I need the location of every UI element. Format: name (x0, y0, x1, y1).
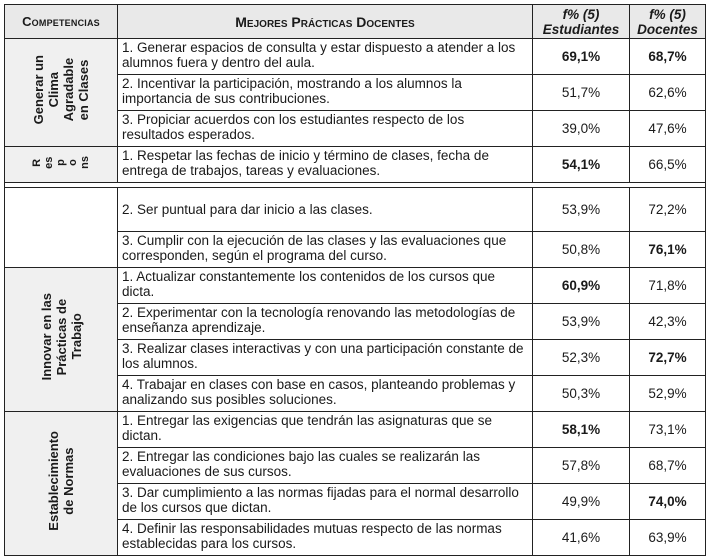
group-clima (5, 39, 118, 147)
table-row (5, 268, 706, 304)
practice-cell: 1. Entregar las exigencias que tendrán las asignaturas que se dictan. (118, 412, 533, 448)
header-competencias: Competencias (5, 5, 118, 39)
estudiantes-value: 39,0% (533, 111, 630, 147)
estudiantes-value: 58,1% (533, 412, 630, 448)
practice-cell: 3. Propiciar acuerdos con los estudiantes respecto de los resultados esperados. (118, 111, 533, 147)
group-normas (5, 412, 118, 556)
practice-cell: 1. Actualizar constantemente los contenidos de los cursos que dicta. (118, 268, 533, 304)
table-row (5, 412, 706, 448)
estudiantes-value: 50,8% (533, 232, 630, 268)
table-row (5, 188, 706, 232)
estudiantes-value: 51,7% (533, 75, 630, 111)
docentes-value: 47,6% (630, 111, 706, 147)
practice-cell: 4. Definir las responsabilidades mutuas respecto de las normas establecidas para los cursos. (118, 520, 533, 556)
group-label-responsabilidad: R es p o ns (31, 155, 91, 169)
docentes-value: 66,5% (630, 147, 706, 183)
docentes-value: 72,7% (630, 340, 706, 376)
group-responsabilidad (5, 147, 118, 183)
docentes-value: 76,1% (630, 232, 706, 268)
docentes-value: 62,6% (630, 75, 706, 111)
practice-cell: 2. Entregar las condiciones bajo las cuales se realizarán las evaluaciones de sus cursos. (118, 448, 533, 484)
docentes-value: 74,0% (630, 484, 706, 520)
group-label-clima: Generar un Clima Agradable en Clases (31, 55, 91, 125)
estudiantes-value: 57,8% (533, 448, 630, 484)
docentes-value: 42,3% (630, 304, 706, 340)
practice-cell: 3. Cumplir con la ejecución de las clases y las evaluaciones que corresponden, según el programa del curso. (118, 232, 533, 268)
docentes-value: 68,7% (630, 39, 706, 75)
estudiantes-value: 60,9% (533, 268, 630, 304)
group-label-normas: Establecimiento de Normas (46, 431, 76, 531)
practice-cell: 4. Trabajar en clases con base en casos, planteando problemas y analizando sus posibles soluciones. (118, 376, 533, 412)
header-estudiantes: f% (5) Estudiantes (533, 5, 630, 39)
practice-cell: 2. Experimentar con la tecnología renovando las metodologías de enseñanza aprendizaje. (118, 304, 533, 340)
header-mejores-practicas: Mejores Prácticas Docentes (118, 5, 533, 39)
group-label-innovar: Innovar en las Prácticas de Trabajo (38, 293, 84, 381)
docentes-value: 73,1% (630, 412, 706, 448)
header-row (5, 5, 706, 39)
group-innovar (5, 268, 118, 412)
table-row (5, 39, 706, 75)
docentes-value: 52,9% (630, 376, 706, 412)
estudiantes-value: 53,9% (533, 188, 630, 232)
group-responsabilidad-cont (5, 188, 118, 268)
practice-cell: 2. Incentivar la participación, mostrando a los alumnos la importancia de sus contribuciones. (118, 75, 533, 111)
estudiantes-value: 54,1% (533, 147, 630, 183)
estudiantes-value: 41,6% (533, 520, 630, 556)
docentes-value: 71,8% (630, 268, 706, 304)
estudiantes-value: 50,3% (533, 376, 630, 412)
table-row (5, 147, 706, 183)
practices-table-container (4, 4, 705, 556)
estudiantes-value: 49,9% (533, 484, 630, 520)
best-practices-table (4, 4, 706, 556)
practice-cell: 2. Ser puntual para dar inicio a las clases. (118, 188, 533, 232)
practice-cell: 3. Dar cumplimiento a las normas fijadas para el normal desarrollo de los cursos que dictan. (118, 484, 533, 520)
docentes-value: 68,7% (630, 448, 706, 484)
estudiantes-value: 53,9% (533, 304, 630, 340)
practice-cell: 3. Realizar clases interactivas y con una participación constante de los alumnos. (118, 340, 533, 376)
estudiantes-value: 69,1% (533, 39, 630, 75)
header-docentes: f% (5) Docentes (630, 5, 706, 39)
practice-cell: 1. Generar espacios de consulta y estar dispuesto a atender a los alumnos fuera y dentro del aula. (118, 39, 533, 75)
practice-cell: 1. Respetar las fechas de inicio y término de clases, fecha de entrega de trabajos, tareas y evaluaciones. (118, 147, 533, 183)
estudiantes-value: 52,3% (533, 340, 630, 376)
docentes-value: 63,9% (630, 520, 706, 556)
docentes-value: 72,2% (630, 188, 706, 232)
